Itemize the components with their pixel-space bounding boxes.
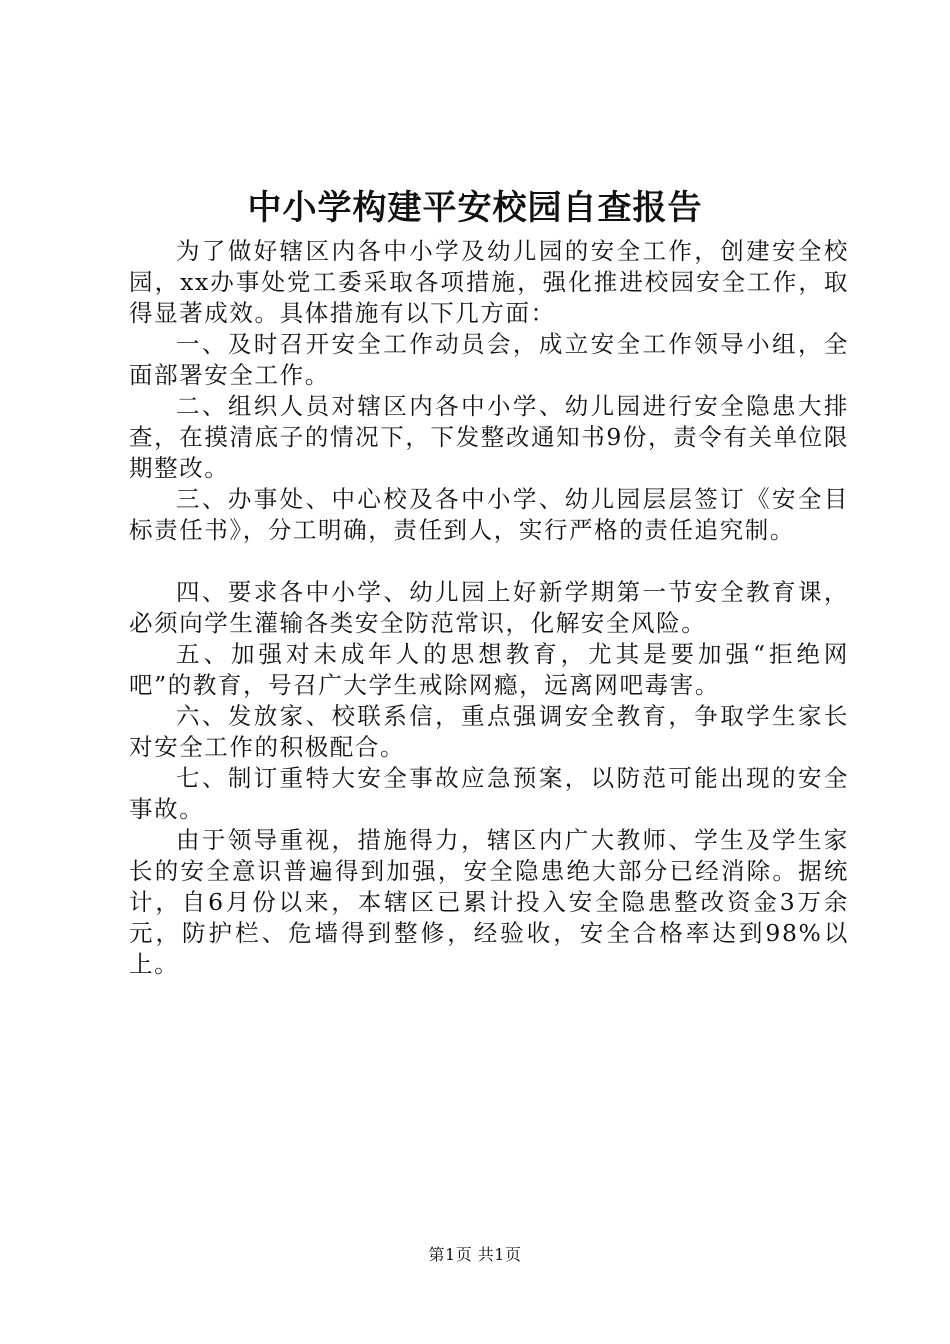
document-title: 中小学构建平安校园自查报告: [247, 188, 703, 228]
paragraph-item-5: 五、加强对未成年人的思想教育，尤其是要加强“拒绝网吧”的教育，号召广大学生戒除网瘾，远离网吧毒害。: [129, 640, 849, 699]
paragraph-item-4: 四、要求各中小学、幼儿园上好新学期第一节安全教育课，必须向学生灌输各类安全防范常识，化解安全风险。: [129, 578, 849, 637]
paragraph-item-1: 一、及时召开安全工作动员会，成立安全工作领导小组，全面部署安全工作。: [129, 330, 849, 389]
paragraph-item-7: 七、制订重特大安全事故应急预案，以防范可能出现的安全事故。: [129, 764, 849, 823]
paragraph-item-6: 六、发放家、校联系信，重点强调安全教育，争取学生家长对安全工作的积极配合。: [129, 702, 849, 761]
document-body: [129, 236, 849, 980]
paragraph-conclusion: 由于领导重视，措施得力，辖区内广大教师、学生及学生家长的安全意识普遍得到加强，安全隐患绝大部分已经消除。据统计，自6月份以来，本辖区已累计投入安全隐患整改资金3万余元，防护栏、危墙得到整修，经验收，安全合格率达到98%以上。: [129, 826, 849, 978]
paragraph-item-2: 二、组织人员对辖区内各中小学、幼儿园进行安全隐患大排查，在摸清底子的情况下，下发整改通知书9份，责令有关单位限期整改。: [129, 392, 849, 482]
paragraph-item-3: 三、办事处、中心校及各中小学、幼儿园层层签订《安全目标责任书》，分工明确，责任到人，实行严格的责任追究制。: [129, 485, 849, 544]
page-footer: 第1页 共1页: [428, 1245, 522, 1264]
paragraph-intro: 为了做好辖区内各中小学及幼儿园的安全工作，创建安全校园，xx办事处党工委采取各项措施，强化推进校园安全工作，取得显著成效。具体措施有以下几方面：: [129, 237, 849, 327]
